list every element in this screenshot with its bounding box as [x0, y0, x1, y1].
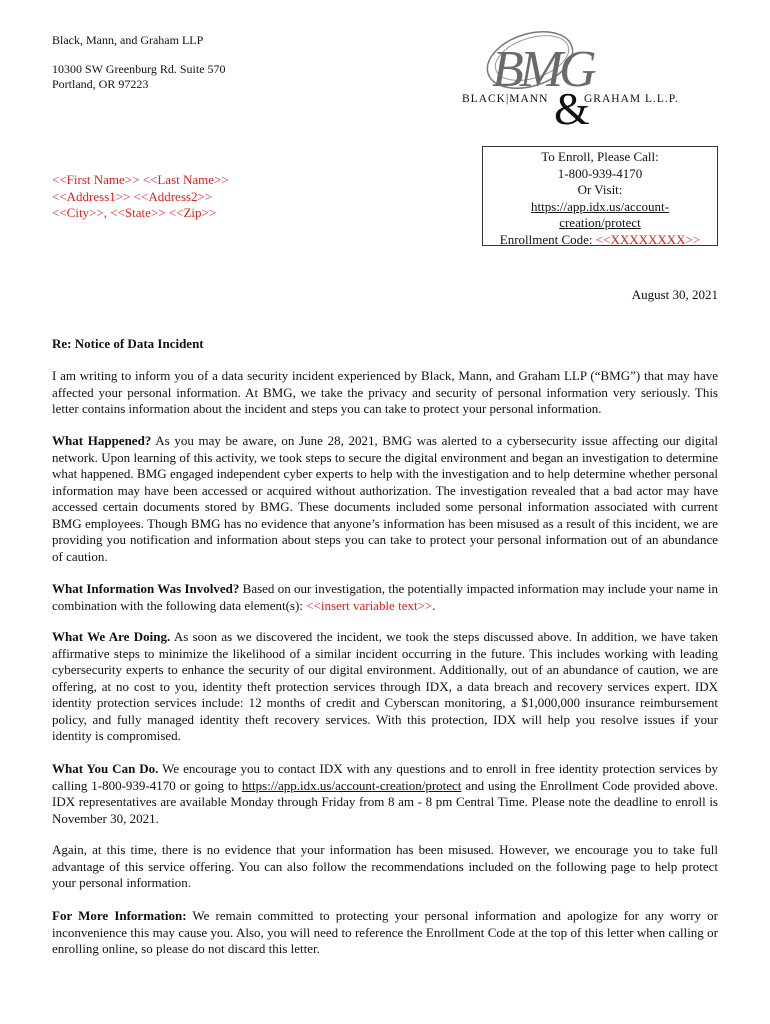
enroll-url-line1[interactable]: https://app.idx.us/account- — [531, 198, 669, 214]
letter-date: August 30, 2021 — [631, 287, 718, 302]
more-information-text: We remain committed to protecting your personal information and apologize for any worry or inconvenience this may cause you. Also, you will need to reference the Enrollment Code at the top of this letter when calling or enrolling online, so please do not discard this letter. — [52, 908, 718, 956]
more-information-paragraph — [52, 908, 718, 958]
enroll-visit-label: Or Visit: — [577, 182, 623, 197]
logo-ampersand: & — [554, 83, 590, 128]
intro-paragraph: I am writing to inform you of a data security incident experienced by Black, Mann, and Graham LLP (“BMG”) that may have affected your personal information. At BMG, we take the privacy and security of personal information very seriously. This letter contains information about the incident and steps you can take to protect your personal information. — [52, 368, 718, 416]
logo-monogram: BMG — [492, 41, 593, 98]
letter-subject: Re: Notice of Data Incident — [52, 336, 204, 351]
logo-text-right: GRAHAM L.L.P. — [584, 93, 679, 105]
enroll-code-label: Enrollment Code: — [499, 231, 596, 247]
what-happened-text: As you may be aware, on June 28, 2021, BMG was alerted to a cybersecurity issue affecting our digital network. Upon learning of this activity, we took steps to secure the digital environment and began an investigation to determine what happened. BMG engaged independent cyber experts to help with the investigation and to help determine whether personal information may have been accessed or acquired without authorization. The investigation revealed that a bad actor may have accessed certain documents stored by BMG. These documents included some personal information associated with current BMG employees. Though BMG has no evidence that anyone’s information has been misused as a result of this incident, we are providing you notification and information about steps you can take to protect your personal information out of an abundance of caution. — [52, 433, 718, 564]
recipient-address-line: <<Address1>> <<Address2>> — [52, 188, 213, 204]
sender-block — [52, 33, 226, 92]
variable-text-placeholder: <<insert variable text>> — [306, 597, 433, 613]
enroll-link[interactable]: https://app.idx.us/account-creation/protect — [241, 777, 462, 793]
logo-text-left: BLACK|MANN — [462, 93, 549, 105]
what-you-can-do-paragraph — [52, 761, 718, 827]
what-you-can-do-heading: What You Can Do. — [52, 761, 159, 776]
bmg-logo — [460, 20, 680, 128]
enroll-code-line — [483, 232, 717, 249]
enroll-url-line2[interactable]: creation/protect — [559, 215, 641, 230]
information-involved-text: Based on our investigation, the potentially impacted information may include your name in combination with the following data element(s): — [52, 581, 718, 613]
enroll-phone: 1-800-939-4170 — [557, 165, 643, 181]
again-paragraph: Again, at this time, there is no evidence that your information has been misused. However, we encourage you to take full advantage of this service offering. You can also follow the recommendations included on the following page to help protect your personal information. — [52, 842, 718, 890]
what-we-are-doing-paragraph — [52, 629, 718, 745]
what-we-are-doing-heading: What We Are Doing. — [52, 629, 171, 644]
what-happened-heading: What Happened? — [52, 433, 152, 448]
recipient-city-state-zip: <<City>>, <<State>> <<Zip>> — [52, 205, 217, 220]
enroll-code-value: <<XXXXXXXX>> — [595, 231, 701, 247]
information-involved-heading: What Information Was Involved? — [52, 581, 240, 596]
what-you-can-do-text1: We encourage you to contact IDX with any questions and to enroll in free identity protection services by calling 1-800-939-4170 or going to — [52, 761, 718, 793]
sender-name: Black, Mann, and Graham LLP — [52, 33, 204, 47]
enroll-call-label: To Enroll, Please Call: — [541, 149, 659, 164]
recipient-name: <<First Name>> <<Last Name>> — [52, 172, 229, 187]
what-you-can-do-text2: and using the Enrollment Code provided above. IDX representatives are available Monday through Friday from 8 am - 8 pm Central Time. Please note the deadline to enroll is November 30, 2021. — [52, 777, 718, 826]
more-information-heading: For More Information: — [52, 908, 187, 923]
recipient-address — [52, 172, 229, 222]
information-involved-end: . — [432, 597, 436, 613]
sender-address-line2: Portland, OR 97223 — [52, 77, 149, 91]
what-happened-paragraph — [52, 433, 718, 565]
what-we-are-doing-text: As soon as we discovered the incident, we took the steps discussed above. In addition, we have taken affirmative steps to minimize the likelihood of a similar incident occurring in the future. This includes working with leading cybersecurity experts to enhance the security of our digital environment. Additionally, out of an abundance of caution, we are offering, at no cost to you, identity theft protection services through IDX, a data breach and recovery services expert. IDX identity protection services include: 12 months of credit and Cyberscan monitoring, a $1,000,000 insurance reimbursement policy, and fully managed identity theft recovery services. With this protection, IDX will help you resolve issues if your identity is compromised. — [52, 629, 718, 743]
information-involved-paragraph — [52, 581, 718, 614]
enrollment-box — [482, 146, 718, 246]
sender-address-line1: 10300 SW Greenburg Rd. Suite 570 — [52, 62, 226, 76]
